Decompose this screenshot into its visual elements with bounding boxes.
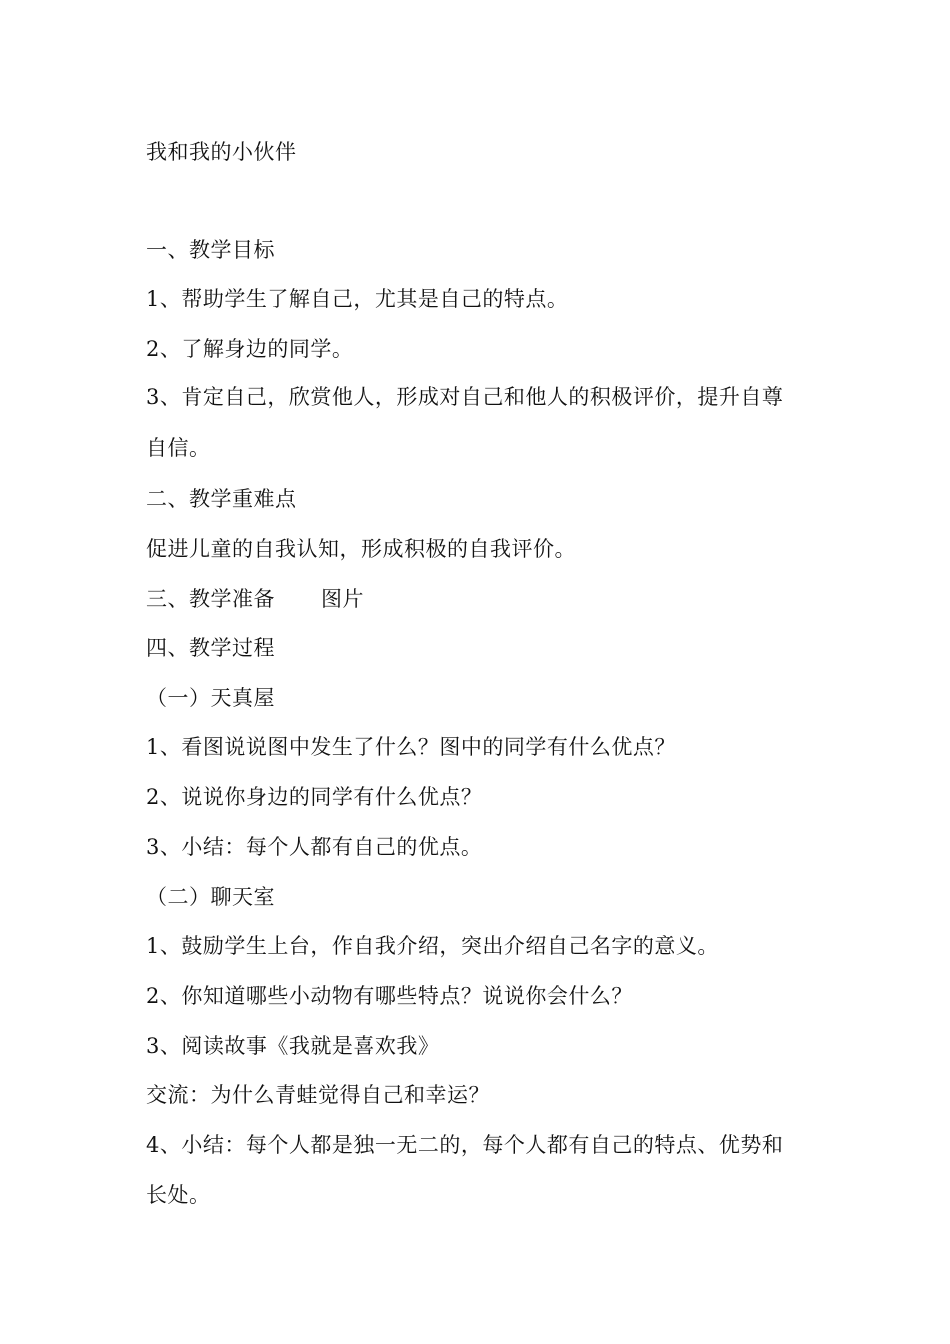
objective-item-2: 2、了解身边的同学。 <box>146 337 354 361</box>
document-title: 我和我的小伙伴 <box>146 140 297 164</box>
section-heading-process: 四、教学过程 <box>146 636 275 660</box>
process-item-2-4: 4、小结：每个人都是独一无二的，每个人都有自己的特点、优势和 <box>146 1133 784 1157</box>
process-item-1-1: 1、看图说说图中发生了什么？图中的同学有什么优点？ <box>146 735 676 759</box>
section-heading-key-points: 二、教学重难点 <box>146 487 297 511</box>
process-item-1-2: 2、说说你身边的同学有什么优点？ <box>146 785 483 809</box>
key-points-text: 促进儿童的自我认知，形成积极的自我评价。 <box>146 537 576 561</box>
objective-item-3-continued: 自信。 <box>146 436 211 460</box>
objective-item-1: 1、帮助学生了解自己，尤其是自己的特点。 <box>146 287 569 311</box>
process-item-2-2: 2、你知道哪些小动物有哪些特点？说说你会什么？ <box>146 984 633 1008</box>
process-item-1-3: 3、小结：每个人都有自己的优点。 <box>146 835 483 859</box>
process-item-2-4-continued: 长处。 <box>146 1183 211 1207</box>
process-item-2-1: 1、鼓励学生上台，作自我介绍，突出介绍自己名字的意义。 <box>146 934 719 958</box>
discussion-text: 交流：为什么青蛙觉得自己和幸运？ <box>146 1083 490 1107</box>
section-heading-objectives: 一、教学目标 <box>146 238 275 262</box>
objective-item-3: 3、肯定自己，欣赏他人，形成对自己和他人的积极评价，提升自尊 <box>146 385 784 409</box>
preparation-label: 三、教学准备 <box>146 587 275 611</box>
section-heading-preparation <box>146 584 364 614</box>
process-item-2-3: 3、阅读故事《我就是喜欢我》 <box>146 1034 440 1058</box>
subsection-heading-1: （一）天真屋 <box>146 686 275 710</box>
preparation-value: 图片 <box>321 587 364 611</box>
subsection-heading-2: （二）聊天室 <box>146 885 275 909</box>
